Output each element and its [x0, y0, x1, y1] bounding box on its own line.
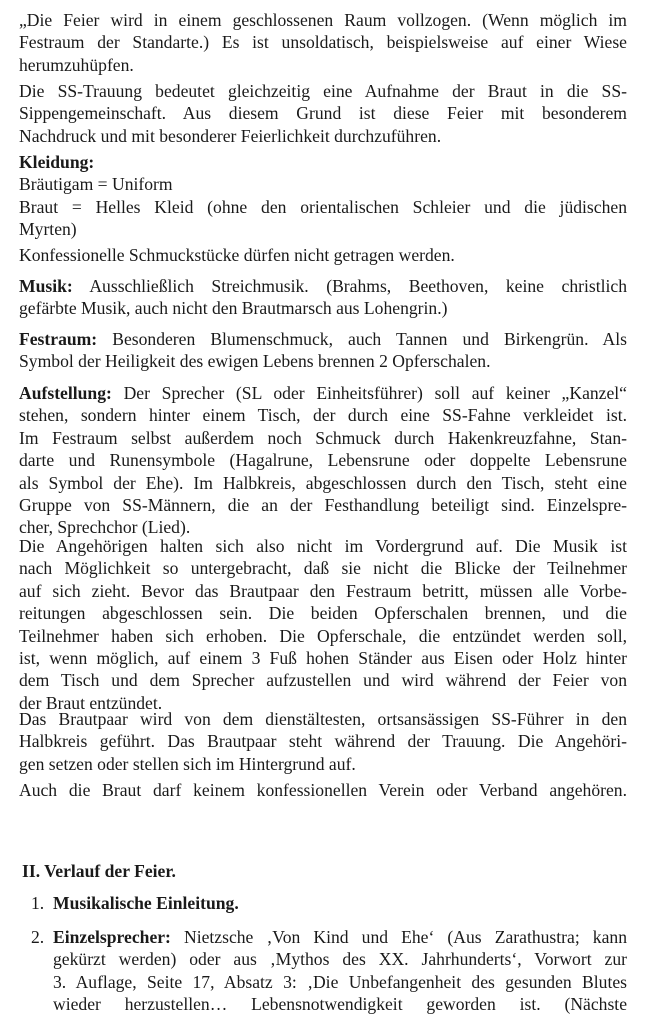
section-label-music: Musik: — [19, 276, 73, 296]
text-line: wieder herzustellen… Lebensnotwendigkeit geworden ist. (Nächste — [53, 994, 627, 1015]
text-line: als Symbol der Ehe). Im Halbkreis, abgeschlossen durch den Tisch, steht eine — [19, 472, 627, 493]
paragraph-ss-wedding — [19, 80, 627, 147]
text-line: reitungen abgeschlossen sein. Die beiden Opferschalen brennen, und die — [19, 603, 627, 624]
text-line: Gruppe von SS-Männern, die an der Festhandlung beteiligt sind. Einzelspre- — [19, 494, 627, 515]
text-line: cher, Sprechchor (Lied). — [19, 517, 191, 538]
section-label-clothing: Kleidung: — [19, 152, 95, 172]
text-line: Besonderen Blumenschmuck, auch Tannen und Birkengrün. Als — [97, 329, 627, 349]
paragraph-festival-room — [19, 328, 627, 373]
text-line: Die Angehörigen halten sich also nicht im Vordergrund auf. Die Musik ist — [19, 536, 627, 556]
list-item-number: 2. — [31, 927, 45, 947]
text-line: Halbkreis geführt. Das Brautpaar steht während der Trauung. Die Angehöri- — [19, 731, 627, 752]
text-line: Im Festraum selbst außerdem noch Schmuck durch Hakenkreuzfahne, Stan- — [19, 427, 627, 448]
text-line: Braut = Helles Kleid (ohne den orientalischen Schleier und die jüdischen — [19, 196, 627, 217]
text-line: Festraum der Standarte.) Es ist unsoldatisch, beispielsweise auf einer Wiese — [19, 32, 627, 53]
list-item-label: Musikalische Einleitung. — [53, 893, 239, 913]
text-line: gefärbte Musik, auch nicht den Brautmarsch aus Lohengrin.) — [19, 298, 448, 319]
text-line: nach Möglichkeit so untergebracht, daß sie nicht die Blicke der Teilnehmer — [19, 558, 627, 579]
text-line: Ausschließlich Streichmusik. (Brahms, Beethoven, keine christlich — [72, 276, 627, 296]
text-line: dem Tisch und dem Sprecher aufzustellen und wird während der Feier von — [19, 670, 627, 691]
text-line: Auch die Braut darf keinem konfessionellen Verein oder Verband angehören. — [19, 780, 627, 800]
section-heading: II. Verlauf der Feier. — [22, 861, 176, 881]
text-line: Nachdruck und mit besonderer Feierlichkeit durchzuführen. — [19, 125, 442, 146]
paragraph-relatives — [19, 535, 627, 714]
text-line: Konfessionelle Schmuckstücke dürfen nicht getragen werden. — [19, 245, 455, 265]
text-line: Myrten) — [19, 219, 77, 240]
text-line: 3. Auflage, Seite 17, Absatz 3: ‚Die Unbefangenheit des gesunden Blutes — [53, 971, 627, 992]
text-line: ist, wenn möglich, auf einem 3 Fuß hohen Ständer aus Eisen oder Holz hinter — [19, 647, 627, 668]
text-line: herumzuhüpfen. — [19, 54, 134, 75]
paragraph-bridal-couple — [19, 708, 627, 775]
text-line: darte und Runensymbole (Hagalrune, Lebensrune oder doppelte Lebensrune — [19, 450, 627, 471]
paragraph-membership — [19, 779, 627, 801]
text-line: Teilnehmer haben sich erhoben. Die Opferschale, die entzündet werden soll, — [19, 625, 627, 646]
paragraph-music — [19, 275, 627, 320]
text-line: Symbol der Heiligkeit des ewigen Lebens brennen 2 Opferschalen. — [19, 351, 491, 372]
text-line: Nietzsche ‚Von Kind und Ehe‘ (Aus Zarathustra; kann — [170, 927, 627, 947]
text-line: Bräutigam = Uniform — [19, 174, 173, 195]
section-label-arrangement: Aufstellung: — [19, 383, 112, 403]
list-item-number: 1. — [31, 893, 45, 913]
text-line: Sippengemeinschaft. Aus diesem Grund ist diese Feier mit besonderem — [19, 103, 627, 124]
text-line: gen setzen oder stellen sich im Hintergrund auf. — [19, 753, 356, 774]
text-line: Die SS-Trauung bedeutet gleichzeitig eine Aufnahme der Braut in die SS- — [19, 81, 627, 101]
paragraph-jewelry — [19, 244, 627, 266]
text-line: auf sich zieht. Bevor das Brautpaar den Festraum betritt, müssen alle Vorbe- — [19, 580, 627, 601]
text-line: „Die Feier wird in einem geschlossenen Raum vollzogen. (Wenn möglich im — [19, 10, 627, 30]
text-line: Der Sprecher (SL oder Einheitsführer) soll auf keiner „Kanzel“ — [111, 383, 627, 403]
text-line: Das Brautpaar wird von dem dienstältesten, ortsansässigen SS-Führer in den — [19, 709, 627, 729]
section-label-festival-room: Festraum: — [19, 329, 98, 349]
text-line: gekürzt werden) oder aus ‚Mythos des XX. Jahrhunderts‘, Vorwort zur — [53, 949, 627, 970]
text-line: der Braut entzündet. — [19, 692, 163, 713]
text-line: stehen, sondern hinter einem Tisch, der durch eine SS-Fahne verkleidet ist. — [19, 405, 627, 426]
paragraph-clothing — [19, 151, 627, 241]
paragraph-arrangement — [19, 382, 627, 539]
paragraph-ceremony-location — [19, 9, 627, 76]
list-item-label: Einzelsprecher: — [53, 927, 171, 947]
